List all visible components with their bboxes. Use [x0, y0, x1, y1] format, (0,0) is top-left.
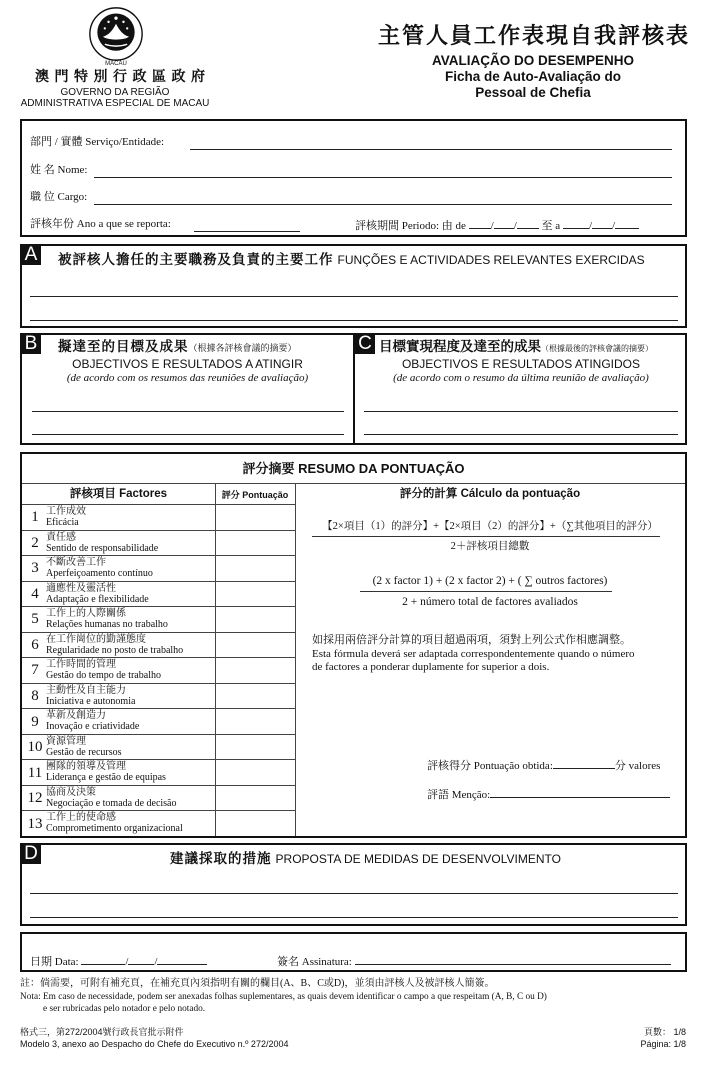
- factor-score-cell[interactable]: [215, 504, 295, 530]
- factor-score-cell[interactable]: [215, 708, 295, 734]
- factor-name-zh: 工作上的人際關係: [46, 608, 126, 620]
- formula-note-zh: 如採用兩倍評分計算的項目超過兩項，須對上列公式作相應調整。: [312, 634, 631, 646]
- factor-name-pt: Gestão do tempo de trabalho: [46, 670, 161, 682]
- factor-score-cell[interactable]: [215, 810, 295, 836]
- factor-number: 1: [31, 509, 39, 526]
- signature-field[interactable]: [355, 954, 671, 965]
- factor-name: [46, 557, 213, 579]
- divider: [295, 483, 296, 836]
- period-from-day[interactable]: [469, 218, 491, 229]
- factor-name: [46, 685, 213, 707]
- factor-name-zh: 工作時間的管理: [46, 659, 116, 671]
- signature-label: 簽名 Assinatura:: [277, 956, 352, 968]
- section-d: [20, 843, 687, 926]
- factor-name-zh: 不斷改善工作: [46, 557, 106, 569]
- factor-name-pt: Regularidade no posto de trabalho: [46, 644, 184, 656]
- section-d-title-zh: 建議採取的措施: [170, 851, 272, 866]
- factor-name-zh: 革新及創造力: [46, 710, 106, 722]
- section-d-title: [46, 851, 685, 867]
- macau-emblem-icon: [86, 6, 146, 62]
- factor-number: 13: [27, 815, 43, 832]
- column-header-calculation: 評分的計算 Cálculo da pontuação: [399, 488, 581, 500]
- factor-name-pt: Gestão de recursos: [46, 746, 122, 758]
- government-name-pt-2: ADMINISTRATIVA ESPECIAL DE MACAU: [20, 98, 210, 109]
- factor-score-cell[interactable]: [215, 632, 295, 658]
- formula-note-pt-1: Esta fórmula deverá ser adaptada correspondentemente quando o número: [312, 648, 635, 660]
- factor-row: [22, 785, 215, 811]
- factor-name: [46, 812, 213, 834]
- factor-name-pt: Aperfeiçoamento contínuo: [46, 568, 153, 580]
- factor-number: 8: [31, 688, 39, 705]
- formula-note-pt-2: de factores a ponderar duplamente for superior a dois.: [312, 661, 550, 673]
- date-separator: /: [125, 956, 129, 968]
- factor-name: [46, 659, 213, 681]
- section-b-letter: B: [21, 334, 41, 354]
- score-unit: 分 valores: [614, 760, 661, 772]
- page-number-pt: Página: 1/8: [640, 1039, 686, 1049]
- section-c-title: [379, 339, 653, 357]
- factor-number: 10: [27, 739, 43, 756]
- page-number-zh: 頁數： 1/8: [643, 1027, 686, 1037]
- column-header-factors: 評核項目 Factores: [69, 488, 168, 500]
- factor-name-pt: Sentido de responsabilidade: [46, 542, 159, 554]
- note-pt-2: e ser rubricadas pelo notador e pelo notado.: [43, 1004, 206, 1014]
- government-name-pt-1: GOVERNO DA REGIÃO: [60, 87, 170, 98]
- form-title-pt-2: Ficha de Auto-Avaliação do: [444, 69, 622, 84]
- footer-model-zh: 格式三，第272/2004號行政長官批示附件: [20, 1027, 184, 1037]
- period-to-month[interactable]: [592, 218, 612, 229]
- fraction-bar: [312, 536, 660, 537]
- factor-name: [46, 787, 213, 809]
- period-to-day[interactable]: [563, 218, 589, 229]
- factor-row: [22, 734, 215, 760]
- period-from-year[interactable]: [517, 218, 539, 229]
- mention: [427, 787, 670, 802]
- formula-zh-numerator: 【2×項目（1）的評分】+【2×項目（2）的評分】+（∑其他項目的評分）: [322, 521, 658, 532]
- section-b-note-zh: （根據各評核會議的摘要）: [188, 343, 297, 353]
- service-field[interactable]: [190, 149, 672, 150]
- factor-row: [22, 581, 215, 607]
- column-header-score: 評分 Pontuação: [221, 490, 289, 500]
- factor-name-pt: Iniciativa e autonomia: [46, 695, 136, 707]
- emblem-label: MACAU: [105, 61, 127, 67]
- factor-name-zh: 工作成效: [46, 506, 86, 517]
- date-label: 日期 Data:: [30, 956, 79, 968]
- factors-table: [22, 504, 295, 836]
- section-b-title-pt: OBJECTIVOS E RESULTADOS A ATINGIR: [72, 357, 303, 371]
- date-separator: /: [154, 956, 158, 968]
- service-label: 部門 / 實體 Serviço/Entidade:: [30, 136, 165, 148]
- factor-number: 11: [27, 764, 43, 781]
- factor-name: [46, 761, 213, 783]
- section-b-line-2[interactable]: [32, 434, 344, 435]
- period-from-month[interactable]: [494, 218, 514, 229]
- form-title-pt-1: AVALIAÇÃO DO DESEMPENHO: [431, 53, 634, 68]
- factor-name: [46, 583, 213, 605]
- factor-name-pt: Liderança e gestão de equipas: [46, 772, 166, 784]
- section-d-letter: D: [21, 844, 41, 864]
- post-field[interactable]: [94, 204, 672, 205]
- factor-name-pt: Eficácia: [46, 517, 79, 528]
- form-title-zh: 主管人員工作表現自我評核表: [378, 23, 691, 48]
- factor-score-cell[interactable]: [215, 657, 295, 683]
- factor-name: [46, 506, 213, 528]
- factor-row: [22, 632, 215, 658]
- government-name-zh: 澳 門 特 別 行 政 區 政 府: [35, 70, 206, 85]
- section-c-note-pt: (de acordo com o resumo da última reunião de avaliação): [393, 372, 649, 384]
- footer-model-pt: Modelo 3, anexo ao Despacho do Chefe do Executivo n.º 272/2004: [20, 1039, 289, 1049]
- factor-name-pt: Inovação e criatividade: [46, 721, 140, 733]
- factor-score-cell[interactable]: [215, 581, 295, 607]
- date-month-field[interactable]: [128, 954, 154, 965]
- factor-name-pt: Relações humanas no trabalho: [46, 619, 168, 631]
- factor-row: [22, 708, 215, 734]
- factor-row: [22, 683, 215, 709]
- year-field[interactable]: [194, 231, 300, 232]
- identification-section: [20, 119, 687, 237]
- section-d-line-2[interactable]: [30, 917, 678, 918]
- factor-row: [22, 606, 215, 632]
- score-obtained: [427, 758, 660, 773]
- factor-row: [22, 657, 215, 683]
- section-c-note-zh: （根據最後的評核會議的摘要）: [541, 344, 653, 353]
- period-label: [355, 218, 639, 233]
- formula-pt-denominator: 2 + número total de factores avaliados: [402, 596, 578, 608]
- factor-name-zh: 主動性及自主能力: [46, 684, 126, 696]
- factor-name: [46, 736, 213, 758]
- section-b-title: [58, 339, 297, 356]
- signature-row: [277, 954, 671, 969]
- factor-row: [22, 530, 215, 556]
- fraction-bar: [360, 591, 612, 592]
- date-separator: /: [588, 220, 592, 232]
- factor-name-zh: 協商及決策: [46, 786, 96, 798]
- factor-name: [46, 710, 213, 732]
- section-c-line-1[interactable]: [364, 411, 678, 412]
- factor-name-zh: 在工作崗位的勤謹態度: [46, 633, 146, 645]
- factor-number: 6: [31, 636, 39, 653]
- sections-b-c: [20, 333, 687, 445]
- date-separator: /: [490, 220, 494, 232]
- section-b-note-pt: (de acordo com os resumos das reuniões de avaliação): [66, 372, 309, 384]
- formula-zh-denominator: 2＋評核項目總數: [450, 541, 530, 552]
- section-a-title-pt: FUNÇÕES E ACTIVIDADES RELEVANTES EXERCIDAS: [337, 253, 645, 267]
- divider: [22, 483, 685, 484]
- factor-name-zh: 適應性及靈活性: [46, 582, 116, 594]
- factor-number: 4: [31, 585, 39, 602]
- year-label: 評核年份 Ano a que se reporta:: [30, 218, 171, 230]
- factor-score-cell[interactable]: [215, 785, 295, 811]
- factor-name-zh: 責任感: [46, 531, 76, 543]
- date-day-field[interactable]: [81, 954, 125, 965]
- section-a-title-zh: 被評核人擔任的主要職務及負責的主要工作: [58, 252, 334, 267]
- factor-number: 5: [31, 611, 39, 628]
- section-a: [20, 244, 687, 328]
- section-d-line-1[interactable]: [30, 893, 678, 894]
- factor-number: 12: [27, 790, 43, 807]
- section-a-line-1[interactable]: [30, 296, 678, 297]
- date-year-field[interactable]: [157, 954, 207, 965]
- factor-score-cell[interactable]: [215, 606, 295, 632]
- factor-name: [46, 532, 213, 554]
- factor-name-pt: Adaptação e flexibilidade: [46, 593, 149, 605]
- factor-score-cell[interactable]: [215, 530, 295, 556]
- factor-score-cell[interactable]: [215, 734, 295, 760]
- section-d-title-pt: PROPOSTA DE MEDIDAS DE DESENVOLVIMENTO: [275, 852, 561, 866]
- mention-label: 評語 Menção:: [427, 789, 491, 801]
- score-field[interactable]: [553, 758, 615, 769]
- date-separator: /: [513, 220, 517, 232]
- name-label: 姓 名 Nome:: [30, 164, 88, 176]
- section-c-line-2[interactable]: [364, 434, 678, 435]
- section-c-title-zh: 目標實現程度及達至的成果: [379, 339, 541, 354]
- summary-title: 評分摘要 RESUMO DA PONTUAÇÃO: [242, 461, 465, 476]
- date-separator: /: [612, 220, 616, 232]
- section-b-title-zh: 擬達至的目標及成果: [58, 339, 189, 354]
- factor-name-zh: 資源管理: [46, 735, 86, 747]
- period-to-label: 至 a: [541, 220, 561, 232]
- form-title-pt-3: Pessoal de Chefia: [475, 85, 591, 100]
- factor-name-pt: Comprometimento organizacional: [46, 823, 183, 835]
- note-zh: 註：倘需要，可附有補充頁，在補充頁內須指明有關的欄目(A、B、C或D)，並須由評核人及被評核人簡簽。: [20, 978, 495, 989]
- factor-name-pt: Negociação e tomada de decisão: [46, 797, 177, 809]
- section-a-line-2[interactable]: [30, 320, 678, 321]
- factor-name: [46, 634, 213, 656]
- mention-field[interactable]: [490, 787, 670, 798]
- section-a-letter: A: [21, 245, 41, 265]
- factor-number: 3: [31, 560, 39, 577]
- signature-section: [20, 932, 687, 972]
- period-from-label: 評核期間 Periodo: 由 de: [355, 220, 466, 232]
- factor-score-cell[interactable]: [215, 555, 295, 581]
- factor-row: [22, 504, 215, 530]
- factor-name: [46, 608, 213, 630]
- formula-pt-numerator: (2 x factor 1) + (2 x factor 2) + ( ∑ outros factores): [372, 575, 608, 587]
- factor-name-zh: 工作上的使命感: [46, 812, 116, 824]
- score-label: 評核得分 Pontuação obtida:: [427, 760, 553, 772]
- name-field[interactable]: [94, 177, 672, 178]
- section-a-title: [58, 252, 645, 268]
- factor-number: 2: [31, 534, 39, 551]
- date-row: [30, 954, 207, 969]
- factor-score-cell[interactable]: [215, 683, 295, 709]
- period-to-year[interactable]: [615, 218, 639, 229]
- section-c-title-pt: OBJECTIVOS E RESULTADOS ATINGIDOS: [401, 357, 641, 371]
- section-b-line-1[interactable]: [32, 411, 344, 412]
- factor-row: [22, 759, 215, 785]
- factor-number: 9: [31, 713, 39, 730]
- post-label: 職 位 Cargo:: [30, 191, 88, 203]
- factor-row: [22, 810, 215, 836]
- factor-row: [22, 555, 215, 581]
- factor-name-zh: 團隊的領導及管理: [46, 761, 126, 773]
- section-c-letter: C: [355, 334, 375, 354]
- factor-number: 7: [31, 662, 39, 679]
- score-summary: [20, 452, 687, 838]
- note-pt-1: Nota: Em caso de necessidade, podem ser anexadas folhas suplementares, as quais devem identificar o campo a que respeitam (A, B, C ou D): [20, 992, 547, 1002]
- factor-score-cell[interactable]: [215, 759, 295, 785]
